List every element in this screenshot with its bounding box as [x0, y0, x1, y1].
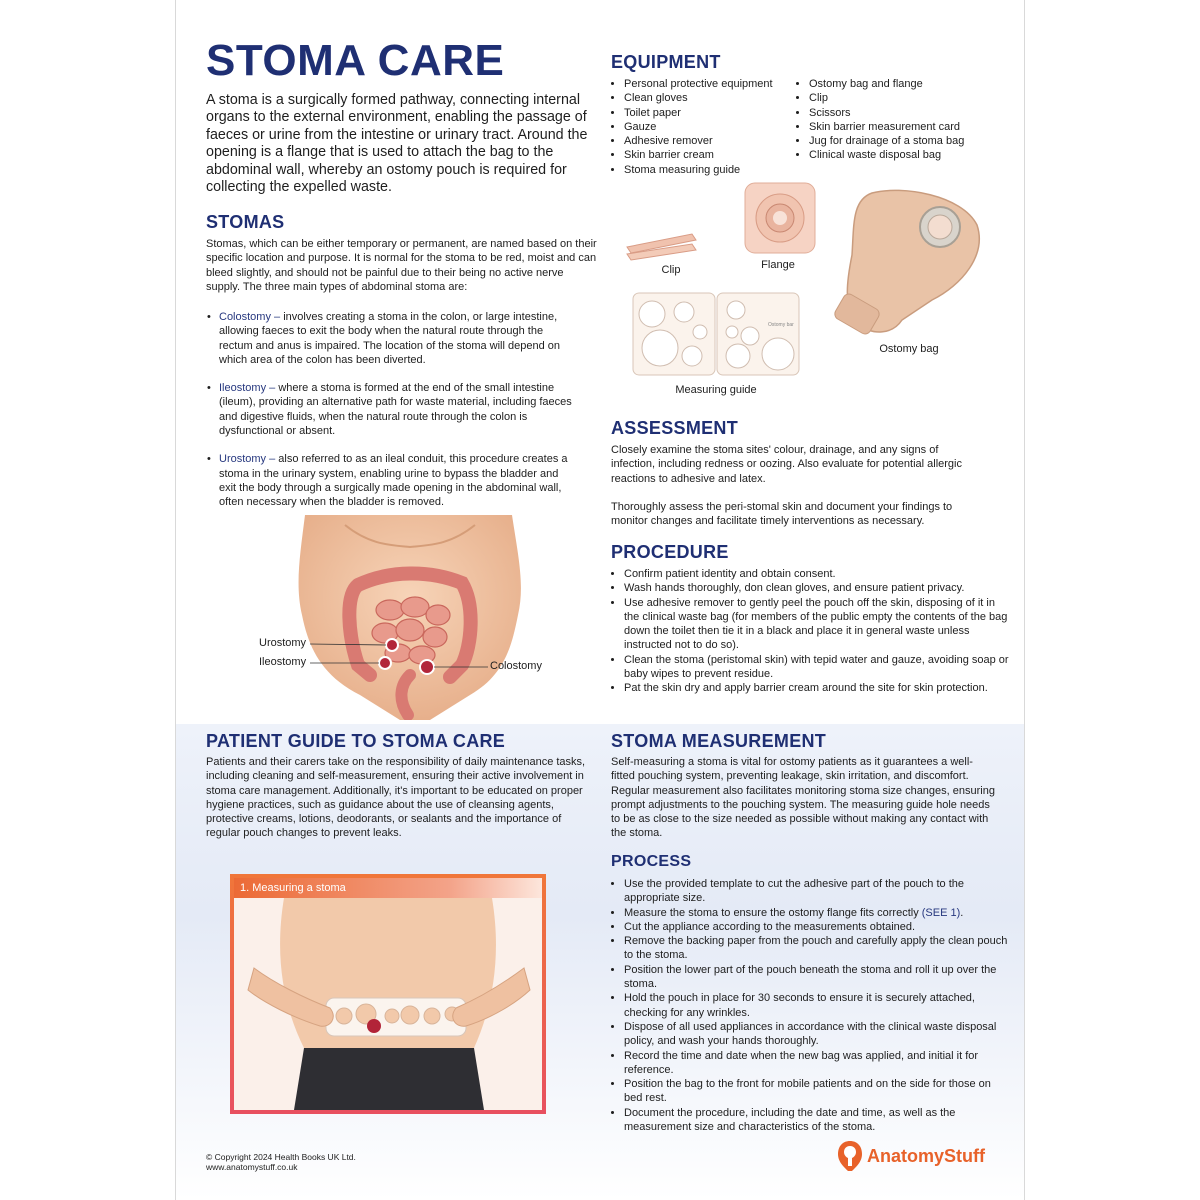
procedure-item: • Pat the skin dry and apply barrier cream around the site for skin protection. — [624, 681, 1009, 695]
equipment-col1-item: • Personal protective equipment — [624, 77, 809, 91]
term-ileostomy: Ileostomy — [219, 382, 267, 395]
assessment-heading: ASSESSMENT — [611, 418, 739, 438]
stomas-text: Stomas, which can be either temporary or permanent, are named based on their specific location and purpose. It is normal for the stoma to be red, moist and can bleed slightly, and should not be painful due to their being no active nerve supply. The three main types of abdominal stoma are: — [206, 238, 597, 293]
process-item: • Remove the backing paper from the pouch and carefully apply the clean pouch to the stoma. — [624, 934, 1009, 963]
patient-guide-text: Patients and their carers take on the responsibility of daily maintenance tasks, including cleaning and self-measurement, ensuring their active involvement in stoma care management. Additionally, it's important to be educated on proper hygiene practices, such as guidance about the use of cleansing agents, protective creams, lotions, deodorants, or sealants and the importance of regular pouch changes to prevent leaks. — [206, 756, 586, 840]
stoma-type-colostomy — [206, 310, 578, 367]
ileostomy-stoma — [379, 657, 391, 669]
process-heading: PROCESS — [611, 853, 692, 870]
equipment-col1-item: • Gauze — [624, 120, 809, 134]
term-separator: – — [266, 382, 279, 395]
equipment-heading: EQUIPMENT — [611, 52, 721, 72]
equipment-list-col2 — [796, 77, 1009, 163]
anatomy-logo-icon — [836, 1140, 864, 1172]
flange-illustration — [744, 182, 816, 254]
procedure-item: • Wash hands thoroughly, don clean gloves, and ensure patient privacy. — [624, 581, 1009, 595]
clip-illustration — [622, 222, 702, 262]
caption-ostomy-bag: Ostomy bag — [879, 343, 939, 355]
trousers — [294, 1048, 484, 1110]
intro-paragraph: A stoma is a surgically formed pathway, connecting internal organs to the external environment, enabling the passage of faeces or urine from the intestine or urinary tract. Around the opening is a flange that is used to attach the bag to the abdominal wall, whereby an ostomy pouch is required for collecting the expelled waste. — [206, 92, 588, 196]
colostomy-stoma — [420, 660, 434, 674]
equipment-col1-item: • Adhesive remover — [624, 134, 809, 148]
stoma — [367, 1019, 381, 1033]
bullet: • — [207, 382, 211, 395]
process-item: • Document the procedure, including the date and time, as well as the measurement size and characteristics of the stoma. — [624, 1106, 1009, 1135]
term-colostomy: Colostomy — [219, 311, 271, 323]
page-title: STOMA CARE — [206, 36, 505, 85]
stoma-type-ileostomy — [206, 381, 578, 438]
equipment-col2-item: • Ostomy bag and flange — [809, 77, 1009, 91]
equipment-col2-item: • Skin barrier measurement card — [809, 120, 1009, 134]
ileostomy-description: where a stoma is formed at the end of the small intestine (ileum), providing an alternative path for waste material, including faeces and digestive fluids, when the natural route through the colon is dysfunctional or absent. — [219, 382, 572, 438]
caption-flange: Flange — [761, 259, 795, 271]
assessment-text-2: Thoroughly assess the peri-stomal skin and document your findings to monitor changes and facilitate timely interventions as necessary. — [611, 501, 953, 528]
process-item: • Position the bag to the front for mobile patients and on the side for those on bed rest. — [624, 1077, 1009, 1106]
process-list — [611, 877, 1009, 1134]
process-item: • Record the time and date when the new bag was applied, and initial it for reference. — [624, 1049, 1009, 1078]
torso-shape — [299, 515, 521, 720]
see-reference-tail: . — [960, 906, 964, 919]
website-url: www.anatomystuff.co.uk — [206, 1162, 298, 1172]
measuring-figure-frame — [230, 874, 546, 1114]
assessment-text-1: Closely examine the stoma sites' colour, drainage, and any signs of infection, including redness or oozing. Also evaluate for potential allergic reactions to adhesive and latex. — [611, 444, 962, 485]
procedure-list — [611, 567, 1009, 696]
equipment-col1-item: • Skin barrier cream — [624, 148, 809, 162]
stoma-types-list — [206, 310, 578, 510]
term-separator: – — [270, 311, 284, 323]
equipment-col2-item: • Clinical waste disposal bag — [809, 148, 1009, 162]
urostomy-stoma — [386, 639, 398, 651]
equipment-col1-item: • Clean gloves — [624, 91, 809, 105]
procedure-item: • Clean the stoma (peristomal skin) with tepid water and gauze, avoiding soap or baby wipes to prevent residue. — [624, 653, 1009, 682]
caption-measuring-guide: Measuring guide — [675, 384, 757, 396]
label-urostomy: Urostomy — [259, 637, 307, 649]
measurement-text: Self-measuring a stoma is vital for ostomy patients as it guarantees a well-fitted pouching system, preventing leakage, skin irritation, and discomfort. Regular measurement also facilitates monitoring stoma size changes, ensuring prompt adjustments to the pouching system. The measuring guide hole needs to be as close to the size needed as possible without making any contact with the stoma. — [611, 756, 995, 840]
procedure-heading: PROCEDURE — [611, 542, 729, 562]
procedure-item: • Confirm patient identity and obtain consent. — [624, 567, 1009, 581]
equipment-col2-item: • Jug for drainage of a stoma bag — [809, 134, 1009, 148]
urostomy-description: also referred to as an ileal conduit, this procedure creates a stoma in the urinary system, enabling urine to bypass the bladder and exit the body through a surgically made opening in the abdominal wall, often necessary when the bladder is removed. — [219, 453, 568, 509]
stoma-type-urostomy — [206, 452, 578, 509]
label-colostomy: Colostomy — [490, 660, 542, 672]
process-item: • Use the provided template to cut the adhesive part of the pouch to the appropriate size. — [624, 877, 1009, 906]
brand-logo — [836, 1139, 985, 1173]
colostomy-description: involves creating a stoma in the colon, or large intestine, allowing faeces to exit the body when the natural route through the rectum and anus is impaired. The location of the stoma will depend on which area of the colon has been diverted. — [219, 311, 560, 366]
equipment-col2-item: • Scissors — [809, 106, 1009, 120]
bullet: • — [207, 311, 211, 323]
process-item: • Dispose of all used appliances in accordance with the clinical waste disposal policy, and wash your hands thoroughly. — [624, 1020, 1009, 1049]
measuring-stoma-illustration — [234, 898, 542, 1110]
see-figure-reference: (SEE 1) — [921, 906, 961, 919]
equipment-col1-item: • Toilet paper — [624, 106, 809, 120]
patient-guide-heading: PATIENT GUIDE TO STOMA CARE — [206, 731, 506, 751]
process-item: • Position the lower part of the pouch beneath the stoma and roll it up over the stoma. — [624, 963, 1009, 992]
stomas-heading: STOMAS — [206, 212, 285, 232]
process-item: • Measure the stoma to ensure the ostomy flange fits correctly (SEE 1). — [624, 906, 1009, 920]
process-item: • Hold the pouch in place for 30 seconds to ensure it is securely attached, checking for any wrinkles. — [624, 991, 1009, 1020]
guide-inner-label: Ostomy bar — [768, 322, 794, 328]
label-ileostomy: Ileostomy — [259, 656, 307, 668]
equipment-col2-item: • Clip — [809, 91, 1009, 105]
copyright: © Copyright 2024 Health Books UK Ltd. — [206, 1152, 356, 1162]
equipment-list-col1 — [611, 77, 809, 177]
caption-clip: Clip — [661, 264, 681, 276]
measuring-guide-illustration — [632, 292, 800, 376]
term-urostomy: Urostomy — [219, 453, 267, 466]
process-item: • Cut the appliance according to the measurements obtained. — [624, 920, 1009, 934]
abdomen-illustration — [250, 515, 580, 720]
bullet: • — [207, 453, 211, 466]
measurement-heading: STOMA MEASUREMENT — [611, 731, 827, 751]
equipment-col1-item: • Stoma measuring guide — [624, 163, 809, 177]
term-separator: – — [266, 453, 279, 466]
procedure-item: • Use adhesive remover to gently peel the pouch off the skin, disposing of it in the clinical waste bag (for members of the public empty the contents of the bag down the toilet then tie it in a black and place it in general waste unless instructed not to do so). — [624, 596, 1009, 653]
figure-label: 1. Measuring a stoma — [234, 878, 542, 898]
ostomy-bag-illustration — [832, 185, 982, 345]
brand-name: AnatomyStuff — [867, 1145, 985, 1166]
